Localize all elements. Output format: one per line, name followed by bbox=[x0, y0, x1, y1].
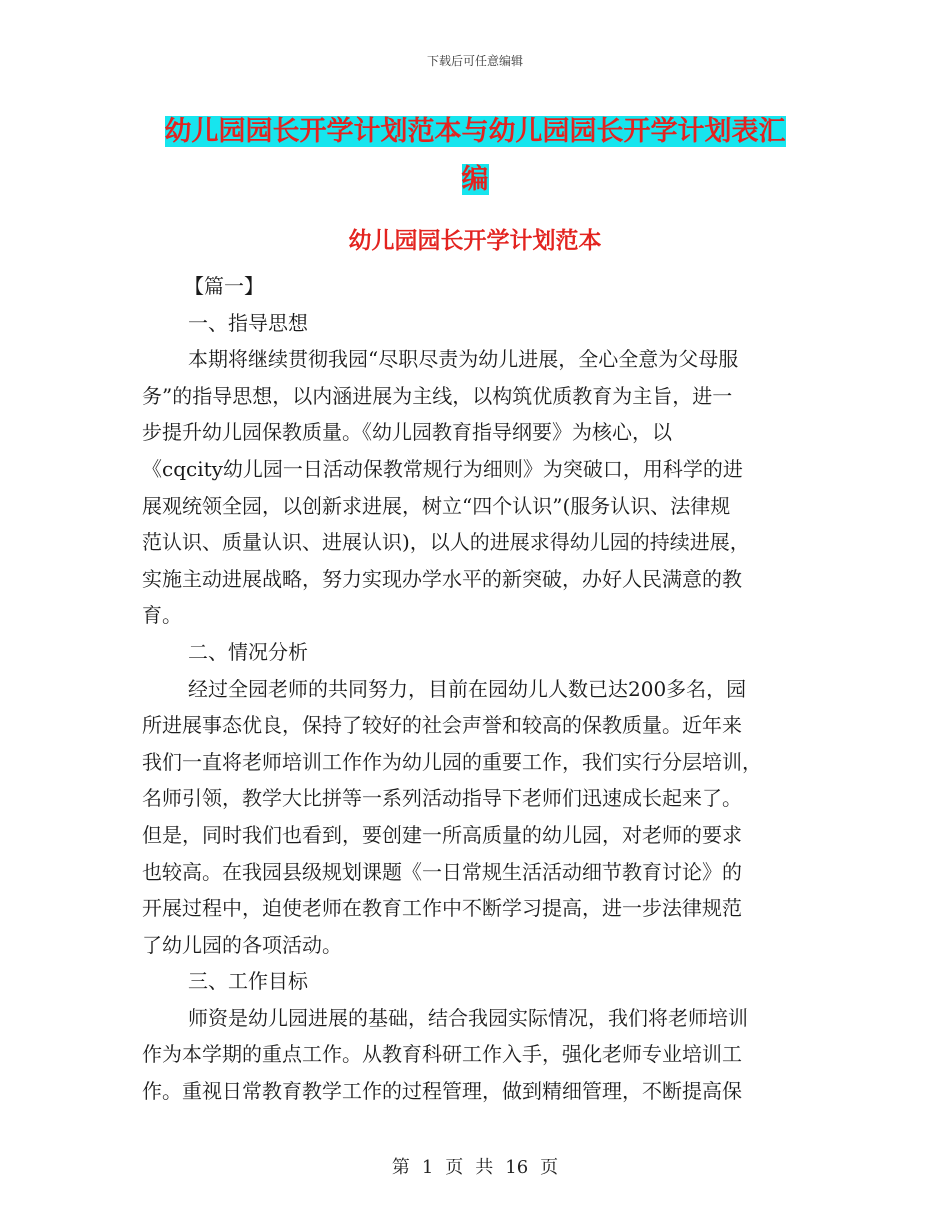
document-body bbox=[142, 268, 804, 1110]
footer-suffix: 页 bbox=[540, 1157, 559, 1178]
paragraph-line: 范认识、质量认识、进展认识)，以人的进展求得幼儿园的持续进展， bbox=[142, 530, 750, 555]
paragraph-line: 实施主动进展战略，努力实现办学水平的新突破，办好人民满意的教 bbox=[142, 566, 742, 591]
total-pages: 16 bbox=[505, 1157, 529, 1178]
section-tag: 【篇一】 bbox=[184, 274, 264, 298]
paragraph-line: 名师引领，教学大比拼等一系列活动指导下老师们迅速成长起来了。 bbox=[142, 786, 742, 811]
heading-work-goals: 三、工作目标 bbox=[188, 969, 308, 994]
paragraph-line: 师资是幼儿园进展的基础，结合我园实际情况，我们将老师培训 bbox=[188, 1005, 748, 1030]
paragraph-line: 展观统领全园，以创新求进展，树立“四个认识”(服务认识、法律规 bbox=[142, 493, 731, 518]
paragraph-line: 我们一直将老师培训工作作为幼儿园的重要工作，我们实行分层培训， bbox=[142, 749, 762, 774]
page-footer bbox=[0, 1153, 950, 1179]
title-line-1: 幼儿园园长开学计划范本与幼儿园园长开学计划表汇 bbox=[164, 116, 786, 147]
paragraph-line: 步提升幼儿园保教质量。《幼儿园教育指导纲要》为核心，以 bbox=[142, 420, 672, 445]
header-note: 下载后可任意编辑 bbox=[426, 54, 523, 68]
title-line-2: 编 bbox=[461, 164, 489, 195]
page-number: 1 bbox=[421, 1157, 434, 1178]
heading-guiding-thought: 一、指导思想 bbox=[188, 310, 308, 335]
heading-situation-analysis: 二、情况分析 bbox=[188, 639, 308, 664]
paragraph-line: 了幼儿园的各项活动。 bbox=[142, 932, 342, 957]
footer-total-label: 共 bbox=[475, 1157, 494, 1178]
footer-page-label: 页 bbox=[445, 1157, 464, 1178]
paragraph-line: 《cqcity幼儿园一日活动保教常规行为细则》为突破口，用科学的进 bbox=[142, 456, 743, 481]
paragraph-line: 作。重视日常教育教学工作的过程管理，做到精细管理，不断提高保 bbox=[142, 1079, 742, 1104]
paragraph-line: 本期将继续贯彻我园“尽职尽责为幼儿进展，全心全意为父母服 bbox=[188, 347, 739, 372]
paragraph-line: 作为本学期的重点工作。从教育科研工作入手，强化老师专业培训工 bbox=[142, 1042, 742, 1067]
paragraph-line: 经过全园老师的共同努力，目前在园幼儿人数已达200多名，园 bbox=[188, 676, 747, 701]
document-title bbox=[140, 108, 810, 204]
section-title: 幼儿园园长开学计划范本 bbox=[348, 228, 602, 254]
footer-prefix: 第 bbox=[391, 1157, 410, 1178]
paragraph-line: 但是，同时我们也看到，要创建一所高质量的幼儿园，对老师的要求 bbox=[142, 822, 742, 847]
paragraph-line: 开展过程中，迫使老师在教育工作中不断学习提高，进一步法律规范 bbox=[142, 896, 742, 921]
paragraph-line: 务”的指导思想，以内涵进展为主线，以构筑优质教育为主旨，进一 bbox=[142, 383, 733, 408]
paragraph-line: 所进展事态优良，保持了较好的社会声誉和较高的保教质量。近年来 bbox=[142, 713, 742, 738]
paragraph-line: 育。 bbox=[142, 603, 182, 628]
paragraph-line: 也较高。在我园县级规划课题《一日常规生活活动细节教育讨论》的 bbox=[142, 859, 742, 884]
